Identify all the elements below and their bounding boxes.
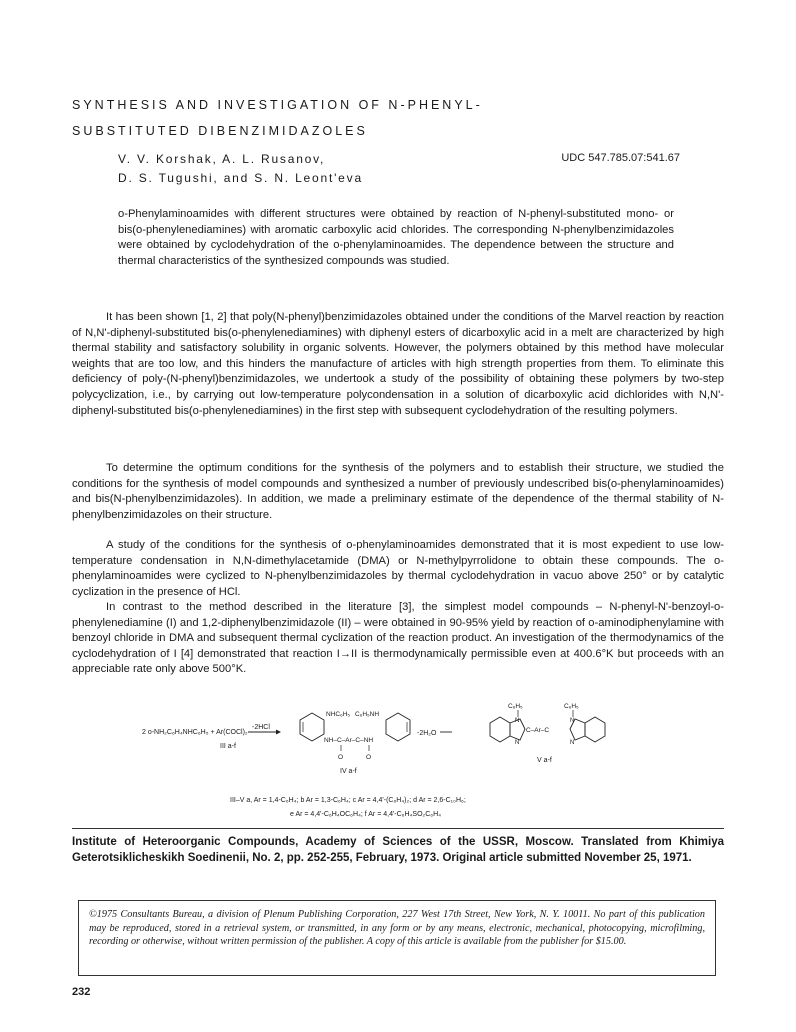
- scheme-ar-link: C–Ar–C: [526, 727, 550, 734]
- scheme-arrow1-label: -2HCl: [252, 724, 270, 731]
- reaction-arrow-1-head: [276, 730, 281, 735]
- scheme-oxygen-2: O: [366, 754, 372, 761]
- scheme-phenyl-1: C₆H₅: [508, 703, 523, 710]
- benzimidazole-ring-left: [490, 717, 510, 742]
- affiliation-note: Institute of Heteroorganic Compounds, Academy of Sciences of the USSR, Moscow. Translated from Khimiya Geterotsiklicheskikh Soedinenii, No. 2, pp. 252-255, February, 1973. Original article submitted November 25, 1971.: [72, 836, 724, 864]
- scheme-reactant-label: III a-f: [220, 743, 236, 750]
- scheme-n1: N: [515, 718, 520, 724]
- page-number: 232: [72, 986, 91, 998]
- scheme-legend-line-1: III–V a, Ar = 1,4-C₆H₄; b Ar = 1,3-C₆H₄; c Ar = 4,4'-(C₆H₄)₂; d Ar = 2,6-C₁₀H₆;: [230, 797, 466, 804]
- benzene-ring-right: [386, 713, 410, 741]
- scheme-intermediate-label: IV a-f: [340, 768, 357, 775]
- footnote-divider: [72, 828, 724, 829]
- scheme-legend-line-2: e Ar = 4,4'-C₆H₄OC₆H₄; f Ar = 4,4'-C₆H₄SO₂C₆H₄: [290, 811, 442, 818]
- scheme-c6h5nh: C₆H₅NH: [355, 711, 380, 718]
- scheme-n2: N: [515, 740, 520, 746]
- scheme-reactants: 2 o-NH₂C₆H₄NHC₆H₅ + Ar(COCl)₂: [142, 729, 248, 736]
- scheme-arrow2-label: -2H₂O: [417, 730, 437, 737]
- scheme-amide-chain: NH–C–Ar–C–NH: [324, 737, 374, 744]
- udc-code: UDC 547.785.07:541.67: [561, 152, 680, 164]
- copyright-text: ©1975 Consultants Bureau, a division of Plenum Publishing Corporation, 227 West 17th Street, New York, N. Y. 10011. No part of this publication may be reproduced, stored in a retrieval system, or transmitted, in any form or by any means, electronic, mechanical, photocopying, microfilming, recording or otherwise, without written permission of the publisher. A copy of this article is available from the publisher for $15.00.: [89, 909, 705, 948]
- abstract: o-Phenylaminoamides with different structures were obtained by reaction of N-phenyl-substituted mono- or bis(o-phenylenediamines) with aromatic carboxylic acid chlorides. The corresponding N-phenylbenzimidazoles were obtained by cyclodehydration of the o-phenylaminoamides. The dependence between the structure and thermal characteristics of the synthesized compounds was studied.: [118, 208, 674, 267]
- authors-line-2: D. S. Tugushi, and S. N. Leont'eva: [118, 171, 363, 185]
- paragraph-4: In contrast to the method described in the literature [3], the simplest model compounds – N-phenyl-N'-benzoyl-o-phenylenediamine (I) and 1,2-diphenylbenzimidazole (II) – were obtained in 90-95% yield by reaction of o-aminodiphenylamine with benzoyl chloride in DMA and subsequent thermal cyclization of the reaction product. An investigation of the thermodynamics of the cyclodehydration of I [4] demonstrated that reaction I→II is thermodynamically permissible even at 400.6°K but proceeds with an appreciable rate only above 500°K.: [72, 601, 724, 676]
- scheme-n3: N: [570, 718, 575, 724]
- scheme-n4: N: [570, 740, 575, 746]
- benzimidazole-ring-right: [585, 717, 605, 742]
- paragraph-1: It has been shown [1, 2] that poly(N-phenyl)benzimidazoles obtained under the conditions of the Marvel reaction by reaction of N,N'-diphenyl-substituted bis(o-phenylenediamines) with diphenyl esters of dicarboxylic acid in a melt are characterized by high thermal stability and satisfactory solubility in organic solvents. However, the polymers obtained by this method have molecular weights that are too low, and this hinders the manufacture of articles with high strength properties from them. To eliminate this deficiency of poly-(N-phenyl)benzimidazoles, we undertook a study of the possibility of obtaining these polymers by two-step polycyclization, i.e., by carrying out low-temperature polycondensation in a solution of dicarboxylic acid dichlorides with N,N'-diphenyl-substituted bis(o-phenylenediamines) in the first step with subsequent cyclodehydration of the resulting polymers.: [72, 311, 724, 417]
- reaction-scheme: [140, 698, 700, 830]
- scheme-oxygen-1: O: [338, 754, 344, 761]
- benzene-ring-left: [300, 713, 324, 741]
- authors-line-1: V. V. Korshak, A. L. Rusanov,: [118, 152, 326, 166]
- paragraph-3: A study of the conditions for the synthesis of o-phenylaminoamides demonstrated that it is most expedient to use low-temperature condensation in N,N-dimethylacetamide (DMA) or N-methylpyrrolidone to obtain these compounds. The o-phenylaminoamides were cyclized to N-phenylbenzimidazoles by thermal cyclodehydration in vacuo above 250° or by catalytic cyclization in the presence of HCl.: [72, 539, 724, 598]
- title-line-2: SUBSTITUTED DIBENZIMIDAZOLES: [72, 124, 368, 138]
- scheme-product-label: V a-f: [537, 757, 552, 764]
- copyright-box: [78, 900, 716, 976]
- title-line-1: SYNTHESIS AND INVESTIGATION OF N-PHENYL-: [72, 98, 483, 112]
- paragraph-2: To determine the optimum conditions for the synthesis of the polymers and to establish their structure, we studied the conditions for the synthesis of model compounds and synthesized a number of previously undescribed bis(o-phenylaminoamides) and bis(N-phenylbenzimidazoles). In addition, we made a preliminary estimate of the dependence of the thermal stability of N-phenylbenzimidazoles on their structure.: [72, 462, 724, 521]
- scheme-phenyl-2: C₆H₅: [564, 703, 579, 710]
- scheme-nhc6h5: NHC₆H₅: [326, 711, 351, 718]
